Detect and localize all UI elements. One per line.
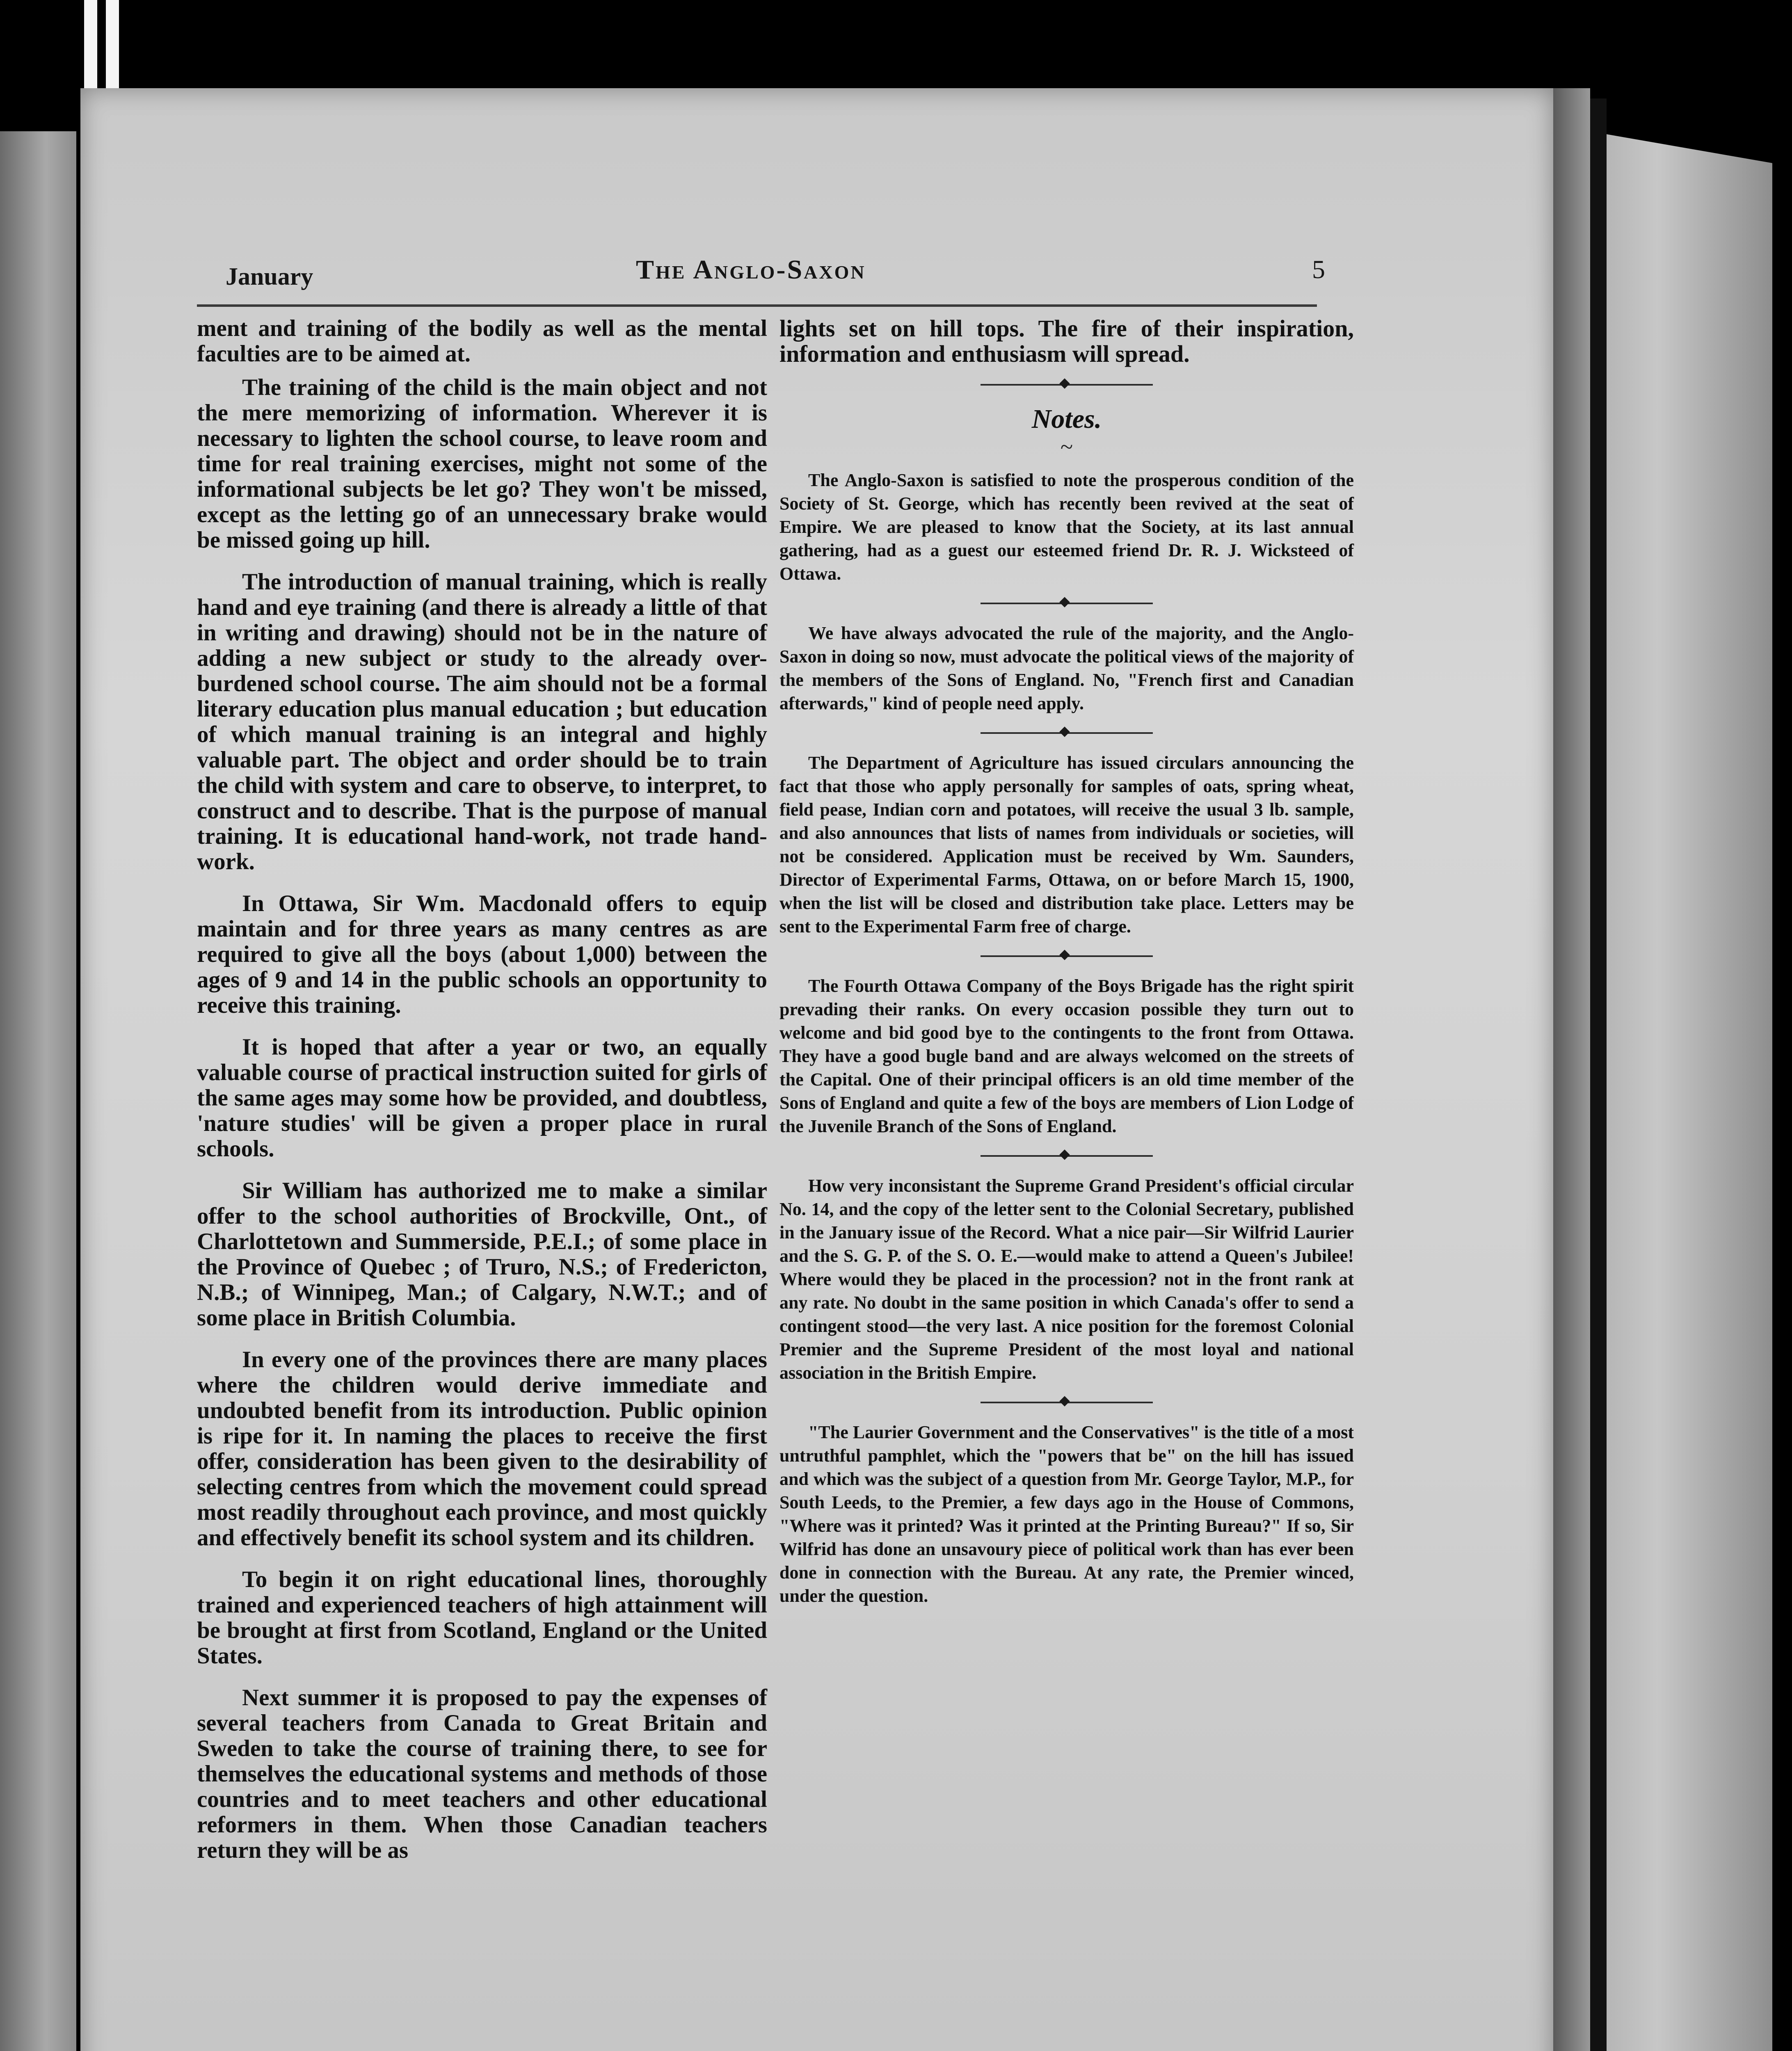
diamond-ornament-icon (1059, 1396, 1070, 1406)
note-paragraph: The Fourth Ottawa Company of the Boys Brigade has the right spirit prevading their ranks. On every occasion possible they turn out to welcome and bid good bye to the contingents to the front from Ottawa. They have a good bugle band and are always welcomed on the streets of the Capital. One of their principal officers is an old time member of the Sons of England and quite a few of the boys are members of Lion Lodge of the Juvenile Branch of the Sons of England. (779, 976, 1354, 1136)
right-column (779, 316, 1354, 1608)
page-gutter-shadow (1590, 98, 1607, 2051)
header-rule (197, 304, 1317, 307)
article-paragraph: In every one of the provinces there are many places where the children would derive immediate and undoubted benefit from its introduction. Public opinion is ripe for it. In naming the places to receive the first offer, consideration has been given to the desirability of selecting centres from which the movement could spread most readily throughout each province, and most quickly and effectively benefit its school system and its children. (197, 1347, 767, 1551)
article-paragraph: Sir William has authorized me to make a similar offer to the school authorities of Brockville, Ont., of Charlottetown and Summerside, P.E.I.; of some place in the Province of Quebec ; of Truro, N.S.; of Fredericton, N.B.; of Winnipeg, Man.; of Calgary, N.W.T.; and of some place in British Columbia. (197, 1178, 767, 1331)
diamond-ornament-icon (1059, 597, 1070, 607)
section-separator (779, 1145, 1354, 1167)
article-paragraph: The training of the child is the main object and not the mere memorizing of information. Wherever it is necessary to lighten the school course, to leave room and time for real training exercises, might not some of the informational subjects be let go? They won't be missed, except as the letting go of an unnecessary brake would be missed going up hill. (197, 375, 767, 553)
note-paragraph: The Department of Agriculture has issued circulars announcing the fact that those who apply personally for samples of oats, spring wheat, field pease, Indian corn and potatoes, will receive the usual 3 lb. sample, and also announces that lists of names from individuals or societies, will not be considered. Application must be received by Wm. Saunders, Director of Experimental Farms, Ottawa, on or before March 15, 1900, when the list will be closed and distribution take place. Letters may be sent to the Experimental Farm free of charge. (779, 753, 1354, 936)
article-continuation: lights set on hill tops. The fire of their inspiration, information and enthusiasm will spread. (779, 315, 1354, 367)
section-separator (779, 946, 1354, 967)
page-right-edge (1553, 88, 1590, 2051)
book-block-shadow (1772, 123, 1792, 2051)
note-paragraph: "The Laurier Government and the Conservatives" is the title of a most untruthful pamphlet, which the "powers that be" on the hill has issued and which was the subject of a question from Mr. George Taylor, M.P., for South Leeds, to the Premier, a few days ago in the House of Commons, "Where was it printed? Was it printed at the Printing Bureau?" If so, Sir Wilfrid has done an unsavoury piece of political work than has ever been done in connection with the Bureau. At any rate, the Premier winced, under the question. (779, 1422, 1354, 1606)
header-title: The Anglo-Saxon (636, 255, 866, 285)
section-separator (779, 374, 1354, 395)
section-separator (779, 593, 1354, 614)
diamond-ornament-icon (1059, 726, 1070, 737)
note-paragraph: We have always advocated the rule of the majority, and the Anglo-Saxon in doing so now, must advocate the political views of the majority of the members of the Sons of England. No, "French first and Canadian afterwards," kind of people need apply. (779, 623, 1354, 713)
section-separator (779, 1392, 1354, 1413)
article-paragraph: Next summer it is proposed to pay the expenses of several teachers from Canada to Great Britain and Sweden to take the course of training there, to see for themselves the educational systems and methods of those countries and to meet teachers and other educational reformers in them. When those Canadian teachers return they will be as (197, 1685, 767, 1863)
section-separator (779, 722, 1354, 744)
note-paragraph: How very inconsistant the Supreme Grand President's official circular No. 14, and the copy of the letter sent to the Colonial Secretary, published in the January issue of the Record. What a nice pair—Sir Wilfrid Laurier and the S. G. P. of the S. O. E.—would make to attend a Queen's Jubilee! Where would they be placed in the procession? not in the front rank at any rate. No doubt in the same position in which Canada's offer to send a contingent stood—the very last. A nice position for the foremost Colonial Premier and the Supreme President of the most loyal and national association in the British Empire. (779, 1176, 1354, 1383)
article-paragraph: It is hoped that after a year or two, an equally valuable course of practical instruction suited for girls of the same ages may some how be provided, and doubtless, 'nature studies' will be given a proper place in rural schools. (197, 1034, 767, 1162)
article-paragraph: The introduction of manual training, which is really hand and eye training (and there is already a little of that in writing and drawing) should not be in the nature of adding a new subject or study to the already over-burdened school course. The aim should not be a formal literary education plus manual education ; but education of which manual training is an integral and highly valuable part. The object and order should be to train the child with system and care to observe, to interpret, to construct and to describe. That is the purpose of manual training. It is educational hand-work, not trade hand-work. (197, 569, 767, 875)
page-number: 5 (1312, 255, 1325, 284)
flourish-ornament-icon: ~ (1060, 434, 1073, 460)
article-paragraph: ment and training of the bodily as well as the mental faculties are to be aimed at. (197, 315, 767, 367)
previous-page-edge (0, 131, 76, 2051)
article-paragraph: To begin it on right educational lines, thoroughly trained and experienced teachers of high attainment will be brought at first from Scotland, England or the United States. (197, 1567, 767, 1669)
diamond-ornament-icon (1059, 950, 1070, 960)
diamond-ornament-icon (1059, 378, 1070, 388)
header-month: January (226, 263, 313, 290)
note-paragraph: The Anglo-Saxon is satisfied to note the prosperous condition of the Society of St. George, which has recently been revived at the seat of Empire. We are pleased to know that the Society, at its last annual gathering, had as a guest our esteemed friend Dr. R. J. Wicksteed of Ottawa. (779, 470, 1354, 584)
notes-heading: Notes. (1031, 404, 1102, 434)
left-column (197, 316, 767, 1880)
article-paragraph: In Ottawa, Sir Wm. Macdonald offers to equip maintain and for three years as many centres as are required to give all the boys (about 1,000) between the ages of 9 and 14 in the public schools an opportunity to receive this training. (197, 891, 767, 1018)
diamond-ornament-icon (1059, 1149, 1070, 1160)
running-head (226, 254, 1325, 290)
